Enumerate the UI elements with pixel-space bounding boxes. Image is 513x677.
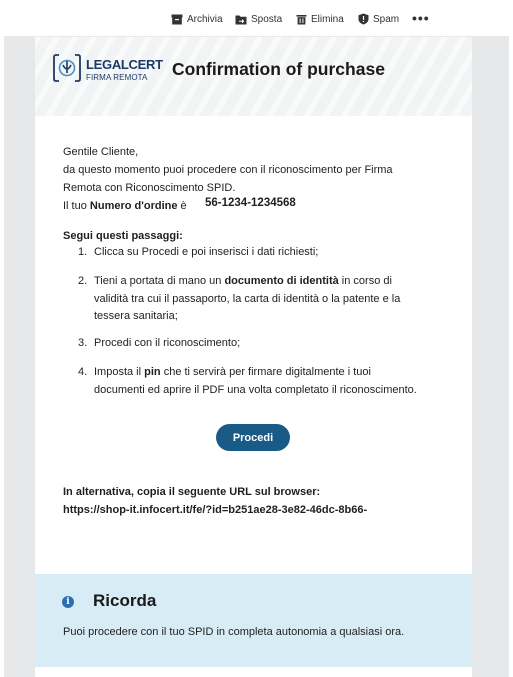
order-label: Numero d'ordine xyxy=(89,200,178,212)
order-prefix: Il tuo xyxy=(63,200,90,212)
greeting: Gentile Cliente, xyxy=(63,146,139,158)
more-icon: ••• xyxy=(412,10,430,26)
shield-icon xyxy=(358,13,369,25)
steps-title: Segui questi passaggi: xyxy=(63,230,183,242)
mail-toolbar xyxy=(0,0,513,36)
step-number: 4. xyxy=(78,366,88,378)
order-number: 56-1234-1234568 xyxy=(205,197,296,209)
step-number: 1. xyxy=(78,246,88,258)
move-label: Sposta xyxy=(251,13,283,25)
archive-label: Archivia xyxy=(187,13,223,25)
legalcert-logo xyxy=(53,51,163,91)
trash-icon xyxy=(296,14,307,25)
step-text: Clicca su Procedi e poi inserisci i dati richiesti; xyxy=(94,246,319,258)
delete-button[interactable] xyxy=(296,10,344,28)
alternative-url[interactable]: https://shop-it.infocert.it/fe/?id=b251ae28-3e82-46dc-8b66- xyxy=(63,504,368,516)
step-text: Tieni a portata di mano un documento di identità in corso di xyxy=(94,275,392,287)
remember-text: Puoi procedere con il tuo SPID in completa autonomia a qualsiasi ora. xyxy=(63,626,405,638)
move-button[interactable] xyxy=(235,10,282,28)
logo-mark-icon xyxy=(53,53,81,83)
step-number: 3. xyxy=(78,337,88,349)
archive-icon xyxy=(171,14,183,25)
order-line xyxy=(63,197,187,215)
remember-title: Ricorda xyxy=(93,591,157,610)
order-suffix: è xyxy=(177,200,187,212)
spam-button[interactable] xyxy=(358,10,399,28)
info-icon: i xyxy=(62,596,74,608)
delete-label: Elimina xyxy=(311,13,344,25)
procedi-button[interactable]: Procedi xyxy=(216,424,290,451)
remember-box xyxy=(35,574,472,667)
step-text: Imposta il pin che ti servirà per firmare digitalmente i tuoi xyxy=(94,366,371,378)
step-text: tessera sanitaria; xyxy=(94,310,178,322)
identity-document-emphasis: documento di identità xyxy=(224,275,339,287)
logo-subtitle: FIRMA REMOTA xyxy=(86,73,148,82)
step-text: validità tra cui il passaporto, la carta di identità o la patente e la xyxy=(94,292,401,305)
alternative-instructions: In alternativa, copia il seguente URL sul browser: xyxy=(63,486,321,498)
archive-button[interactable] xyxy=(171,10,223,28)
more-options-button[interactable] xyxy=(412,9,430,27)
intro-line-2: Remota con Riconoscimento SPID. xyxy=(63,182,236,194)
step-text: Procedi con il riconoscimento; xyxy=(94,337,241,349)
pin-emphasis: pin xyxy=(144,366,161,378)
step-number: 2. xyxy=(78,275,88,287)
email-title: Confirmation of purchase xyxy=(172,59,385,79)
move-folder-icon xyxy=(235,14,247,25)
intro-line-1: da questo momento puoi procedere con il riconoscimento per Firma xyxy=(63,164,393,176)
email-body xyxy=(35,37,472,677)
spam-label: Spam xyxy=(373,13,400,25)
logo-title: LEGALCERT xyxy=(86,57,163,72)
step-text: documenti ed aprire il PDF una volta completato il riconoscimento. xyxy=(94,383,417,396)
email-header xyxy=(35,37,472,116)
